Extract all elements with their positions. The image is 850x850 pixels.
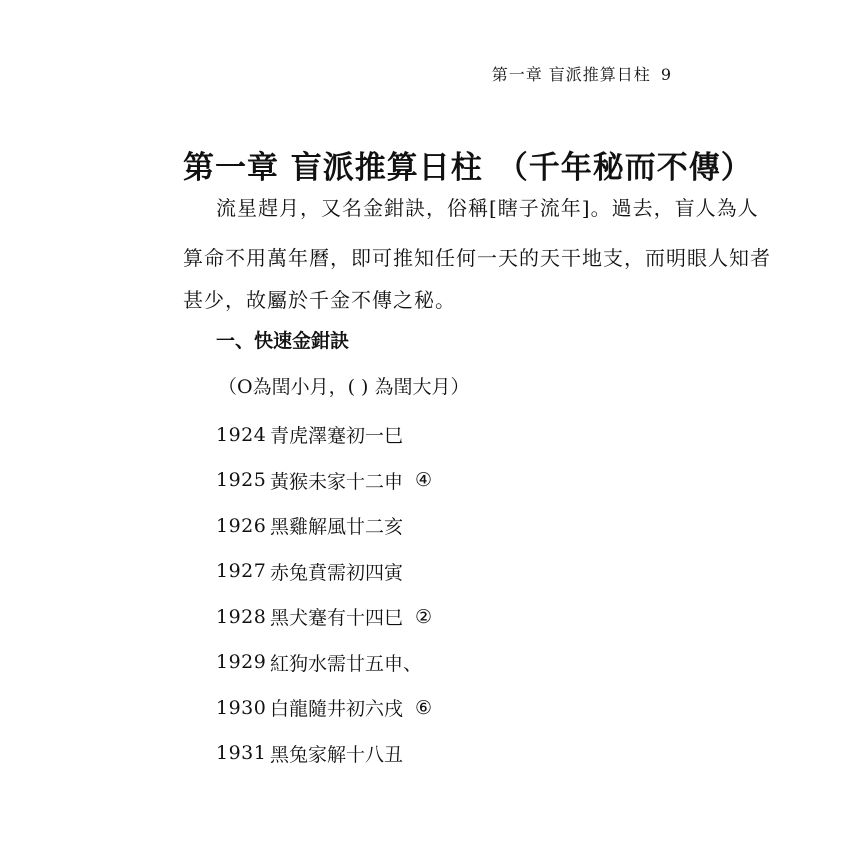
year-label: 1928 — [216, 605, 267, 628]
leap-month-mark: ④ — [415, 469, 433, 492]
year-verse: 紅狗水需廿五申、 — [270, 652, 423, 675]
year-row-1931 — [216, 731, 432, 777]
year-verse: 黑犬蹇有十四巳 — [270, 607, 404, 630]
year-label: 1927 — [216, 560, 267, 583]
paragraph-line-2: 算命不用萬年曆，即可推知任何一天的天干地支，而明眼人知者 — [183, 246, 771, 270]
year-verse: 赤兔賁需初四寅 — [270, 561, 404, 584]
leap-month-mark: ② — [415, 605, 433, 628]
section-heading: 一、快速金鉗訣 — [216, 330, 350, 352]
year-label: 1924 — [216, 423, 267, 446]
year-row-1930 — [216, 685, 432, 731]
year-verse: 白龍隨井初六戌 — [270, 698, 404, 721]
year-row-1925 — [216, 458, 432, 504]
year-verse: 黑兔家解十八丑 — [270, 743, 404, 766]
year-row-1928 — [216, 594, 432, 640]
year-row-1926 — [216, 503, 432, 549]
year-label: 1930 — [216, 696, 267, 719]
year-label: 1926 — [216, 514, 267, 537]
running-head-title: 第一章 盲派推算日柱 — [491, 65, 651, 84]
year-label: 1925 — [216, 469, 267, 492]
running-head — [492, 62, 672, 85]
chapter-title-main: 第一章 盲派推算日柱 — [183, 150, 483, 186]
year-row-1927 — [216, 549, 432, 595]
year-row-1929 — [216, 640, 432, 686]
page-number: 9 — [660, 65, 672, 84]
year-verse: 黃猴未家十二申 — [270, 470, 404, 493]
leap-month-mark: ⑥ — [415, 696, 433, 719]
year-verse: 青虎澤蹇初一巳 — [270, 425, 404, 448]
year-verse: 黑雞解風廿二亥 — [270, 516, 404, 539]
year-list — [216, 412, 432, 776]
paragraph-line-1: 流星趕月，又名金鉗訣，俗稱[瞎子流年]。過去，盲人為人 — [216, 196, 759, 220]
chapter-subtitle: （千年秘而不傳） — [496, 150, 753, 186]
chapter-title — [183, 142, 753, 187]
year-label: 1931 — [216, 742, 267, 765]
year-row-1924 — [216, 412, 432, 458]
year-label: 1929 — [216, 651, 267, 674]
leap-month-note: （O為閏小月，( ) 為閏大月） — [218, 376, 470, 398]
paragraph-line-3: 甚少，故屬於千金不傳之秘。 — [183, 288, 456, 312]
